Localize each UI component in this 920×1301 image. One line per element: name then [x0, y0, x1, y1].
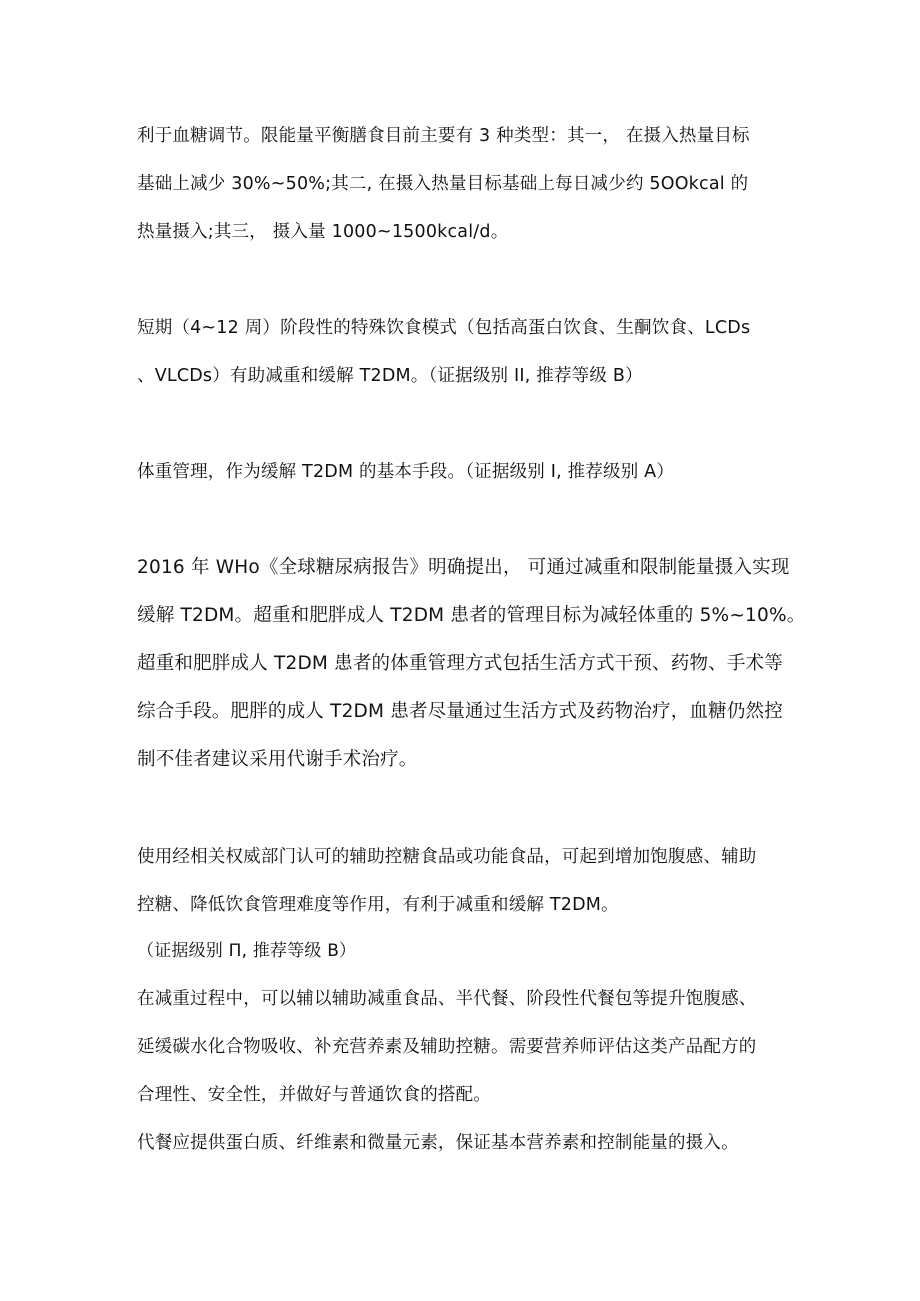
text-line: 综合手段。肥胖的成人 T2DM 患者尽量通过生活方式及药物治疗，血糖仍然控: [137, 701, 783, 722]
text-line: 热量摄入;其三， 摄入量 1000~1500kcal∕d。: [137, 222, 509, 242]
text-line: 代餐应提供蛋白质、纤维素和微量元素，保证基本营养素和控制能量的摄入。: [137, 1133, 739, 1153]
text-line: 使用经相关权威部门认可的辅助控糖食品或功能食品，可起到增加饱腹感、辅助: [137, 847, 757, 867]
text-line: 制不佳者建议采用代谢手术治疗。: [137, 749, 418, 770]
text-line: 基础上减少 30%~50%;其二, 在摄入热量目标基础上每日减少约 5OOkcal 的: [137, 174, 749, 194]
text-line: 利于血糖调节。限能量平衡膳食目前主要有 3 种类型：其一， 在摄入热量目标: [137, 126, 750, 146]
text-line: 超重和肥胖成人 T2DM 患者的体重管理方式包括生活方式干预、药物、手术等: [137, 653, 783, 674]
text-line: 缓解 T2DM。超重和肥胖成人 T2DM 患者的管理目标为减轻体重的 5%~10%。: [137, 605, 806, 626]
text-line: 体重管理，作为缓解 T2DM 的基本手段。（证据级别 I, 推荐级别 A）: [137, 462, 675, 482]
text-line: （证据级别 П, 推荐等级 B）: [137, 941, 357, 961]
text-line: 合理性、安全性，并做好与普通饮食的搭配。: [137, 1085, 491, 1105]
text-line: 延缓碳水化合物吸收、补充营养素及辅助控糖。需要营养师评估这类产品配方的: [137, 1037, 757, 1057]
text-line: 短期（4~12 周）阶段性的特殊饮食模式（包括高蛋白饮食、生酮饮食、LCDs: [137, 318, 751, 338]
text-line: 、VLCDs）有助减重和缓解 T2DM。（证据级别 II, 推荐等级 B）: [137, 366, 643, 386]
text-line: 在减重过程中，可以辅以辅助减重食品、半代餐、阶段性代餐包等提升饱腹感、: [137, 989, 757, 1009]
text-line: 控糖、降低饮食管理难度等作用，有利于减重和缓解 T2DM。: [137, 895, 619, 915]
text-line: 2016 年 WHo《全球糖尿病报告》明确提出， 可通过减重和限制能量摄入实现: [137, 557, 790, 578]
